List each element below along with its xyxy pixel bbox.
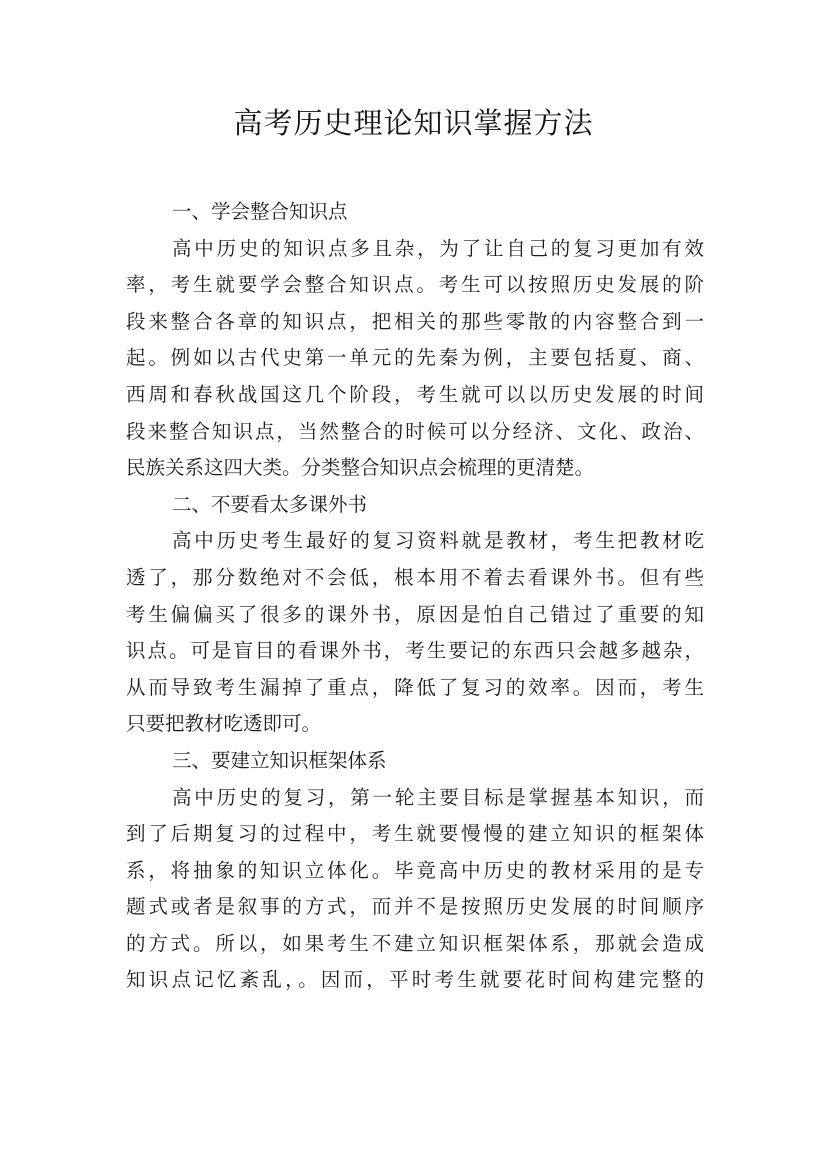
paragraph-line: 西周和春秋战国这几个阶段，考生就可以以历史发展的时间 (126, 382, 704, 406)
paragraph-line: 题式或者是叙事的方式，而并不是按照历史发展的时间顺序 (126, 895, 704, 919)
paragraph-line: 段来整合各章的知识点，把相关的那些零散的内容整合到一 (126, 309, 704, 333)
document-title: 高考历史理论知识掌握方法 (233, 106, 594, 140)
document-body (126, 194, 704, 999)
paragraph-line: 段来整合知识点，当然整合的时候可以分经济、文化、政治、 (126, 419, 704, 443)
paragraph-line: 高中历史考生最好的复习资料就是教材，考生把教材吃 (172, 529, 704, 553)
paragraph-line: 知识点记忆紊乱，。因而，平时考生就要花时间构建完整的 (126, 968, 704, 992)
paragraph-line: 的方式。所以，如果考生不建立知识框架体系，那就会造成 (126, 931, 704, 955)
paragraph-line: 识点。可是盲目的看课外书，考生要记的东西只会越多越杂， (126, 639, 704, 663)
section-heading-3: 三、要建立知识框架体系 (172, 748, 387, 772)
paragraph-line: 到了后期复习的过程中，考生就要慢慢的建立知识的框架体 (126, 822, 704, 846)
paragraph-line: 高中历史的复习，第一轮主要目标是掌握基本知识，而 (172, 785, 704, 809)
paragraph-line: 高中历史的知识点多且杂，为了让自己的复习更加有效 (172, 236, 704, 260)
section-heading-2: 二、不要看太多课外书 (172, 492, 368, 516)
paragraph-line: 只要把教材吃透即可。 (126, 712, 322, 736)
paragraph-line: 系，将抽象的知识立体化。毕竟高中历史的教材采用的是专 (126, 858, 704, 882)
paragraph-line: 考生偏偏买了很多的课外书，原因是怕自己错过了重要的知 (126, 602, 704, 626)
paragraph-line: 率，考生就要学会整合知识点。考生可以按照历史发展的阶 (126, 273, 704, 297)
paragraph-line: 民族关系这四大类。分类整合知识点会梳理的更清楚。 (126, 456, 595, 480)
paragraph-line: 透了，那分数绝对不会低，根本用不着去看课外书。但有些 (126, 565, 704, 589)
paragraph-line: 起。例如以古代史第一单元的先秦为例，主要包括夏、商、 (126, 346, 704, 370)
paragraph-line: 从而导致考生漏掉了重点，降低了复习的效率。因而，考生 (126, 675, 704, 699)
section-heading-1: 一、学会整合知识点 (172, 200, 348, 223)
